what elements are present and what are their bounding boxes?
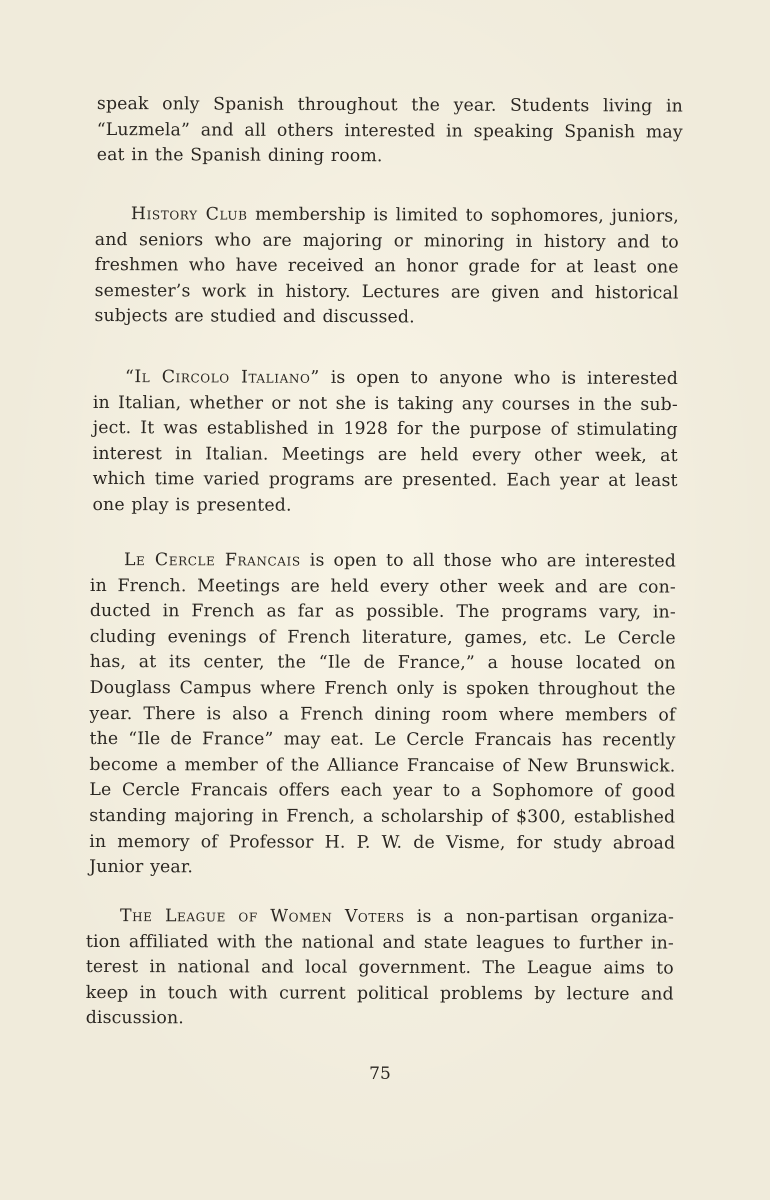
paragraph-league-of-women-voters [86,904,674,1034]
text-line: semester’s work in history. Lectures are given and historical [94,280,679,304]
text-line: and seniors who are majoring or minoring in history and to [94,229,679,253]
text-line: the “Ile de France” may eat. Le Cercle Francais has recently [89,729,676,751]
text-line: Le Cercle Francais offers each year to a Sophomore of good [89,780,676,802]
text-line: “Luzmela” and all others interested in speaking Spanish may [96,119,683,143]
text-line [86,904,674,931]
text-line: in French. Meetings are held every other week and are con- [89,575,676,598]
heading-il-circolo-italiano: “Il Circolo Italiano” [124,367,320,388]
text-fragment: is open to anyone who is interested [319,367,678,390]
heading-history-club: History Club [130,204,248,225]
text-line: ducted in French as far as possible. The programs vary, in- [89,601,676,623]
paragraph-le-cercle-francais [89,548,676,882]
text-line: in Italian, whether or not she is taking any courses in the sub- [92,392,678,415]
text-line: tion affiliated with the national and state leagues to further in- [85,931,674,954]
paragraph-history-club [94,202,679,333]
text-line: ject. It was established in 1928 for the purpose of stimulating [92,418,678,441]
text-fragment: is a non-partisan organiza- [404,906,674,928]
heading-league-of-women-voters: The League of Women Voters [119,906,405,927]
text-line: eat in the Spanish dining room. [96,145,383,167]
text-line: speak only Spanish throughout the year. Students living in [96,93,683,117]
text-line: freshmen who have received an honor grade for at least one [94,255,679,278]
text-line: Junior year. [89,857,194,878]
text-line [95,202,679,230]
text-line: subjects are studied and discussed. [94,306,415,328]
heading-le-cercle-francais: Le Cercle Francais [123,550,301,571]
text-line: cluding evenings of French literature, games, etc. Le Cercle [89,626,676,649]
text-line: in memory of Professor H. P. W. de Visme, for study abroad [89,831,676,854]
text-line: interest in Italian. Meetings are held every other week, at [92,443,678,466]
text-line: standing majoring in French, a scholarship of $300, established [89,805,676,828]
text-line: discussion. [85,1008,184,1029]
page-number: 75 [369,1064,391,1084]
text-line: year. There is also a French dining room where members of [89,703,676,726]
paragraph-spanish-club-continued [97,92,683,171]
text-fragment: membership is limited to sophomores, juniors, [247,204,680,227]
text-line: has, at its center, the “Ile de France,” a house located on [89,652,676,674]
text-line [90,548,676,575]
paragraph-il-circolo-italiano [92,365,678,521]
text-line: terest in national and local government. The League aims to [85,957,674,979]
text-line [93,365,678,393]
text-line: one play is presented. [92,494,292,516]
text-line: keep in touch with current political problems by lecture and [85,982,674,1005]
text-line: become a member of the Alliance Francaise of New Brunswick. [89,754,676,777]
text-line: Douglass Campus where French only is spoken throughout the [89,677,676,700]
text-fragment: is open to all those who are interested [300,550,676,572]
text-line: which time varied programs are presented. Each year at least [92,469,678,492]
